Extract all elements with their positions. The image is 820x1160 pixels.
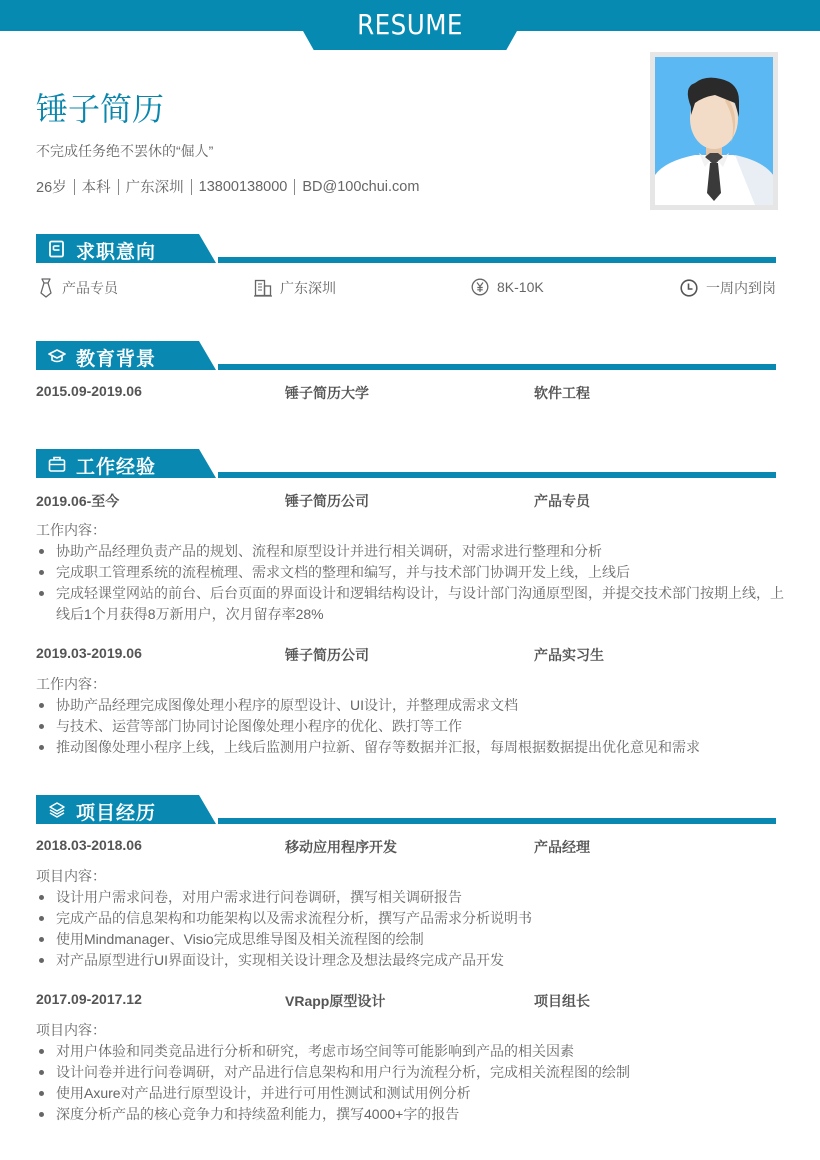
edu-date: 2015.09-2019.06	[36, 383, 142, 399]
section-title: 项目经历	[76, 803, 157, 824]
section-header-intent	[36, 234, 776, 264]
clock-icon	[680, 279, 698, 297]
project-content-label: 项目内容：	[36, 868, 106, 884]
age: 26岁	[36, 180, 67, 196]
project-name: 移动应用程序开发	[285, 839, 397, 855]
intent-position	[38, 278, 118, 298]
section-rule	[218, 257, 776, 263]
banner-title: RESUME	[357, 8, 463, 41]
bullet-item: 协助产品经理完成图像处理小程序的原型设计、UI设计，并整理成需求文档	[36, 695, 791, 716]
avatar-illustration	[655, 57, 773, 205]
bullet-item: 对产品原型进行UI界面设计，实现相关设计理念及想法最终完成产品开发	[36, 950, 791, 971]
work-role: 产品实习生	[534, 647, 604, 663]
section-header-work	[36, 449, 776, 479]
bullet-item: 使用Mindmanager、Visio完成思维导图及相关流程图的绘制	[36, 929, 791, 950]
project-date: 2017.09-2017.12	[36, 991, 142, 1007]
project-name: VRapp原型设计	[285, 993, 386, 1009]
project-role: 项目组长	[534, 993, 590, 1009]
bullet-item: 使用Axure对产品进行原型设计，并进行可用性测试和测试用例分析	[36, 1083, 791, 1104]
bullet-item: 与技术、运营等部门协同讨论图像处理小程序的优化、跌打等工作	[36, 716, 791, 737]
project-date: 2018.03-2018.06	[36, 837, 142, 853]
bullet-item: 完成轻课堂网站的前台、后台页面的界面设计和逻辑结构设计，与设计部门沟通原型图，并提交技术部门按期上线，上线后1个月获得8万新用户，次月留存率28%	[36, 583, 791, 625]
work-entry-details	[36, 674, 791, 758]
person-icon	[655, 57, 773, 205]
intent-city-label: 广东深圳	[280, 280, 336, 296]
work-company: 锤子简历公司	[285, 493, 369, 509]
building-icon	[254, 279, 272, 297]
divider	[118, 179, 119, 195]
bullet-item: 设计用户需求问卷，对用户需求进行问卷调研，撰写相关调研报告	[36, 887, 791, 908]
basic-info	[36, 176, 419, 197]
degree: 本科	[81, 180, 111, 196]
section-title: 工作经验	[76, 457, 157, 478]
tie-icon	[38, 278, 54, 298]
email: BD@100chui.com	[302, 178, 420, 195]
intent-availability	[680, 278, 776, 298]
section-title: 教育背景	[76, 349, 157, 370]
bullet-item: 对用户体验和同类竞品进行分析和研究，考虑市场空间等可能影响到产品的相关因素	[36, 1041, 791, 1062]
section-rule	[218, 818, 776, 824]
bullet-item: 推动图像处理小程序上线，上线后监测用户拉新、留存等数据并汇报，每周根据数据提出优化意见和需求	[36, 737, 791, 758]
work-entry-details	[36, 520, 791, 625]
motto: 不完成任务绝不罢休的“倔人”	[36, 143, 214, 159]
bullet-item: 完成职工管理系统的流程梳理、需求文档的整理和编写，并与技术部门协调开发上线，上线后	[36, 562, 791, 583]
project-content-label: 项目内容：	[36, 1022, 106, 1038]
divider	[294, 179, 295, 195]
section-title: 求职意向	[76, 242, 157, 263]
avatar	[650, 52, 778, 210]
section-rule	[218, 364, 776, 370]
intent-availability-label: 一周内到岗	[706, 280, 776, 296]
notebook-icon	[48, 240, 66, 258]
work-company: 锤子简历公司	[285, 647, 369, 663]
job-intent-list	[36, 278, 776, 300]
intent-position-label: 产品专员	[62, 280, 118, 296]
candidate-name: 锤子简历	[36, 91, 165, 127]
bullet-item: 深度分析产品的核心竞争力和持续盈利能力，撰写4000+字的报告	[36, 1104, 791, 1125]
phone: 13800138000	[198, 178, 288, 195]
edu-school: 锤子简历大学	[285, 385, 369, 401]
intent-salary-label: 8K-10K	[497, 279, 544, 295]
briefcase-icon	[48, 455, 66, 473]
layers-icon	[48, 801, 66, 819]
work-date: 2019.03-2019.06	[36, 645, 142, 661]
work-content-label: 工作内容：	[36, 522, 106, 538]
location: 广东深圳	[125, 180, 184, 196]
bullet-item: 设计问卷并进行问卷调研，对产品进行信息架构和用户行为流程分析，完成相关流程图的绘制	[36, 1062, 791, 1083]
intent-salary	[471, 278, 544, 296]
intent-city	[254, 278, 336, 298]
work-date: 2019.06-至今	[36, 493, 120, 509]
divider	[191, 179, 192, 195]
edu-major: 软件工程	[534, 385, 590, 401]
bullet-item: 完成产品的信息架构和功能架构以及需求流程分析，撰写产品需求分析说明书	[36, 908, 791, 929]
section-header-education	[36, 341, 776, 371]
section-rule	[218, 472, 776, 478]
project-role: 产品经理	[534, 839, 590, 855]
work-role: 产品专员	[534, 493, 590, 509]
project-entry-details	[36, 1020, 791, 1125]
yen-icon	[471, 278, 489, 296]
bullet-item: 协助产品经理负责产品的规划、流程和原型设计并进行相关调研，对需求进行整理和分析	[36, 541, 791, 562]
project-entry-details	[36, 866, 791, 971]
divider	[74, 179, 75, 195]
work-content-label: 工作内容：	[36, 676, 106, 692]
graduation-cap-icon	[48, 347, 66, 365]
section-header-projects	[36, 795, 776, 825]
